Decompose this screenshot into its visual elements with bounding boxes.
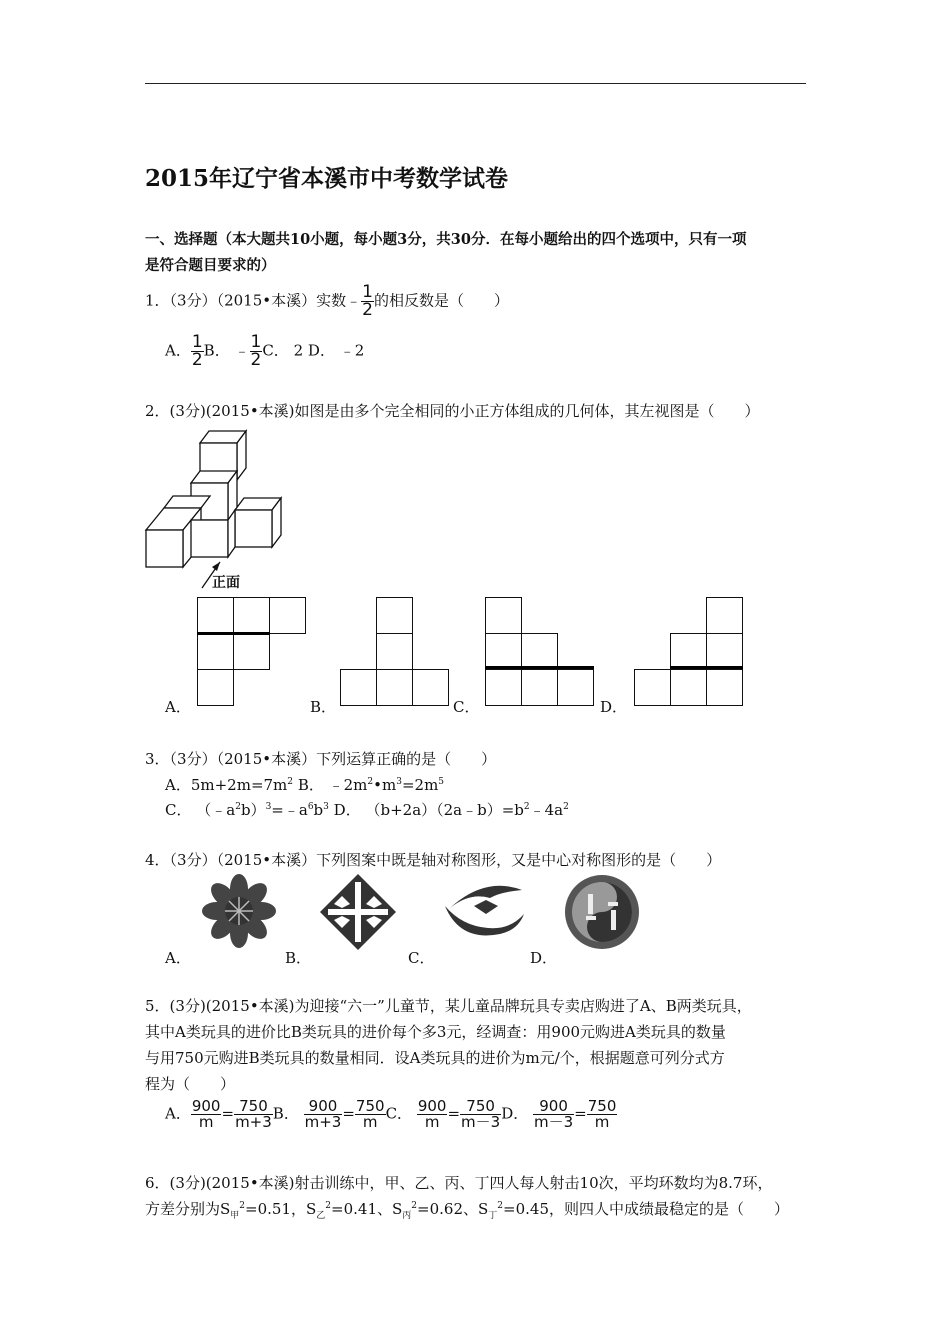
q1-option-d-label: D． [307, 341, 335, 360]
question-4-stem: 4．（3分）（2015•本溪）下列图案中既是轴对称图形，又是中心对称图形的是（ ） [145, 851, 722, 869]
q1-option-b-fraction: $\frac{1}{2}$ [250, 332, 262, 370]
cube-solid-figure [140, 425, 290, 595]
q1-option-d-value: ﹣2 [339, 341, 365, 360]
question-3-options-ab: A．$5m+2m=7m^2$ B． $﹣2m^2•m^3=2m^5$ [165, 776, 445, 794]
question-3-options-cd: C． $(﹣a^2b)^3=﹣a^6b^3$ D． $(b+2a)(2a﹣b)=b^2﹣4a^2$ [165, 801, 569, 819]
q4-option-a-pattern [195, 872, 285, 952]
q1-stem-suffix: 的相反数是（ ） [373, 291, 509, 310]
q4-option-c-label: C． [408, 949, 435, 967]
q1-option-c-value: 2 [293, 341, 304, 360]
question-3-stem: 3．（3分）（2015•本溪）下列运算正确的是（ ） [145, 750, 497, 768]
q2-option-d-label: D． [600, 698, 628, 716]
header-rule [145, 83, 806, 84]
question-6-line1: 6．(3分)(2015•本溪)射击训练中，甲、乙、丙、丁四人每人射击10次，平均环数均为8.7环， [145, 1174, 773, 1192]
q4-option-c-pattern [440, 872, 530, 952]
q2-option-b-label: B． [310, 698, 337, 716]
question-2-stem: 2．(3分)(2015•本溪)如图是由多个完全相同的小正方体组成的几何体，其左视图是（ ） [145, 402, 760, 420]
section-heading-line1: 一、选择题（本大题共10小题，每小题3分，共30分．在每小题给出的四个选项中，只有一项 [145, 231, 747, 248]
q1-option-b-label: B． [203, 341, 230, 360]
q5-option-a-label: A． [165, 1104, 191, 1123]
q1-option-a-label: A． [165, 341, 191, 360]
question-1-options: A． $\frac{1}{2}$ B． ﹣ $\frac{1}{2}$ C． 2 D． ﹣2 [165, 332, 365, 370]
question-5-line2: 其中A类玩具的进价比B类玩具的进价每个多3元，经调查：用900元购进A类玩具的数量 [145, 1023, 726, 1041]
q1-stem-prefix: 1．（3分）（2015•本溪）实数﹣ [145, 291, 362, 310]
q2-option-a-label: A． [165, 698, 191, 716]
front-label: 正面 [212, 575, 240, 591]
q5-option-d-label: D． [501, 1104, 529, 1123]
question-5-line3: 与用750元购进B类玩具的数量相同．设A类玩具的进价为m元/个，根据题意可列分式方 [145, 1049, 725, 1067]
q4-option-d-label: D． [530, 949, 558, 967]
q4-option-a-label: A． [165, 949, 191, 967]
q1-option-c-label: C． [262, 341, 289, 360]
question-1-stem [145, 284, 509, 319]
q1-fraction: $\frac{1}{2}$ [362, 282, 373, 320]
q4-option-d-pattern [562, 872, 642, 952]
q1-option-a-fraction: $\frac{1}{2}$ [191, 332, 203, 370]
q2-option-c-label: C． [453, 698, 480, 716]
q5-option-c-label: C． [385, 1104, 413, 1123]
page-title: 2015年辽宁省本溪市中考数学试卷 [145, 165, 509, 192]
q5-option-b-label: B． [272, 1104, 299, 1123]
question-6-line2: 方差分别为$S_甲^2=0.51$，$S_乙^2=0.41$、$S_丙^2=0.62$、$S_丁^2=0.45$，则四人中成绩最稳定的是（ ） [145, 1200, 789, 1221]
question-5-line1: 5．(3分)(2015•本溪)为迎接“六一”儿童节，某儿童品牌玩具专卖店购进了A、B两类玩具， [145, 997, 752, 1015]
q4-option-b-pattern [318, 872, 398, 952]
question-5-line4: 程为（ ） [145, 1075, 236, 1093]
question-5-options: A． $\frac{900}{m}$ = $\frac{750}{m+3}$ B． $\frac{900}{m+3}$ = $\frac{750}{m}$ C． $\frac{900}{m}$ = $\frac{750}{m-3}$ D． $\frac{900}{m-3}$ = $\frac{750}{m}$ [165, 1097, 617, 1131]
section-heading-line2: 是符合题目要求的） [145, 257, 276, 274]
q4-option-b-label: B． [285, 949, 312, 967]
